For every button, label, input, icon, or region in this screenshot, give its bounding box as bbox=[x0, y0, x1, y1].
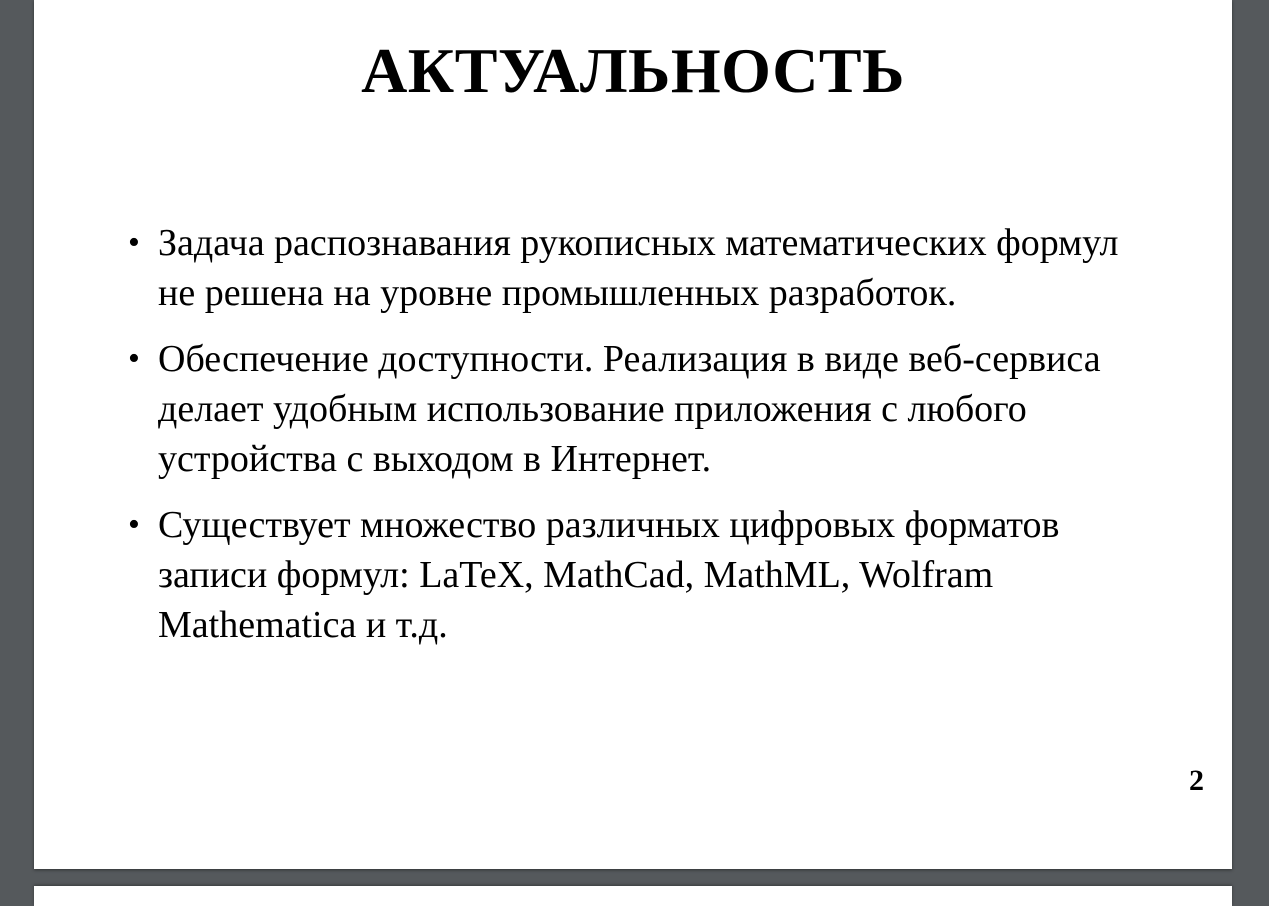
bullet-item-3: • Существует множество различных цифровых форматов записи формул: LaTeX, MathCad, MathML, Wolfram Mathematica и т.д. bbox=[128, 500, 1158, 650]
bullet-item-1: • Задача распознавания рукописных математических формул не решена на уровне промышленных разработок. bbox=[128, 218, 1158, 318]
bullet-list bbox=[128, 218, 1158, 666]
slide-title: АКТУАЛЬНОСТЬ bbox=[361, 35, 905, 106]
bullet-item-2: • Обеспечение доступности. Реализация в виде веб-сервиса делает удобным использование приложения с любого устройства с выходом в Интернет. bbox=[128, 334, 1158, 484]
next-page-edge bbox=[34, 886, 1232, 906]
slide-page bbox=[34, 0, 1232, 869]
page-number: 2 bbox=[1189, 764, 1204, 797]
